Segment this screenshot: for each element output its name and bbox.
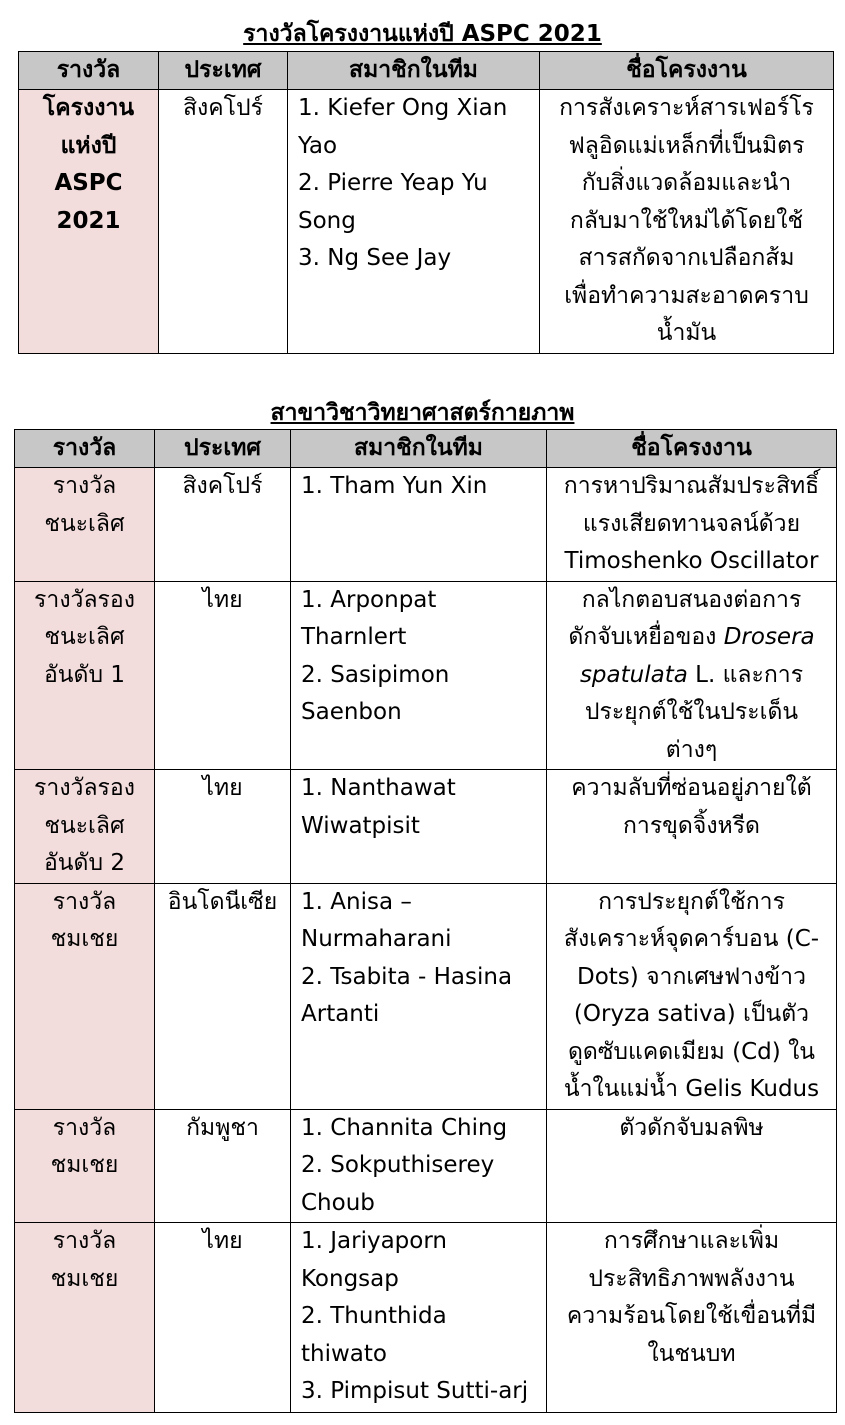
- project-line: ความลับที่ซ่อนอยู่ภายใต้: [571, 775, 812, 801]
- project-line: ประยุกต์ใช้ในประเด็น: [584, 699, 799, 725]
- project-line: การสังเคราะห์สารเฟอร์โร: [559, 95, 814, 121]
- country-cell: [155, 468, 291, 582]
- species-name: Drosera: [723, 624, 815, 650]
- project-line: (Oryza sativa) เป็นตัว: [573, 1001, 810, 1027]
- project-line: ความร้อนโดยใช้เขื่อนที่มี: [566, 1303, 817, 1329]
- header-members: สมาชิกในทีม: [288, 52, 540, 90]
- award-cell: [15, 883, 155, 1109]
- table-row: [15, 770, 837, 884]
- award-line: ชมเชย: [50, 1152, 119, 1178]
- award-line: รางวัล: [52, 1228, 117, 1254]
- member-line: Nurmaharani: [301, 926, 452, 952]
- project-text: ดักจับเหยื่อของ: [568, 624, 724, 650]
- award-line: ชนะเลิศ: [44, 624, 125, 650]
- member-line: 1. Anisa –: [301, 888, 412, 915]
- award-cell: [15, 1109, 155, 1223]
- member-line: thiwato: [301, 1340, 387, 1367]
- country-cell: [155, 770, 291, 884]
- member-line: 1. Arponpat: [301, 586, 437, 613]
- member-line: Yao: [298, 132, 338, 159]
- project-line: ประสิทธิภาพพลังงาน: [588, 1265, 795, 1292]
- section2-table: [14, 429, 837, 1413]
- award-line: รางวัล: [52, 473, 117, 499]
- members-cell: [291, 770, 547, 884]
- project-line: กลับมาใช้ใหม่ได้โดยใช้: [569, 207, 804, 234]
- award-line: ชมเชย: [50, 926, 119, 952]
- member-line: 3. Ng See Jay: [298, 245, 452, 271]
- award-line: ชนะเลิศ: [44, 510, 125, 537]
- award-cell: [15, 1223, 155, 1413]
- award-cell: [15, 581, 155, 770]
- project-line: Timoshenko Oscillator: [564, 548, 819, 574]
- award-line: รางวัลรอง: [34, 586, 135, 613]
- member-line: Tharnlert: [301, 624, 407, 650]
- species-name: spatulata: [579, 661, 688, 688]
- members-cell: [291, 1223, 547, 1413]
- country-text: ไทย: [202, 775, 243, 801]
- award-cell: [19, 90, 159, 354]
- table-row: [15, 883, 837, 1109]
- member-line: 1. Tham Yun Xin: [301, 473, 488, 499]
- project-line: สังเคราะห์จุดคาร์บอน (C-: [563, 926, 820, 952]
- member-line: 2. Thunthida: [301, 1303, 447, 1329]
- member-line: 2. Sokputhiserey: [301, 1152, 495, 1178]
- table-row: [19, 90, 834, 354]
- award-line: โครงงาน: [42, 95, 135, 121]
- award-line: รางวัลรอง: [34, 775, 135, 801]
- project-line: การศึกษาและเพิ่ม: [603, 1228, 780, 1254]
- member-line: Wiwatpisit: [301, 812, 420, 839]
- member-line: 1. Jariyaporn: [301, 1228, 447, 1254]
- country-cell: [155, 883, 291, 1109]
- project-line: เพื่อทำความสะอาดคราบ: [564, 282, 809, 309]
- section2-header-row: [15, 430, 837, 468]
- award-line: รางวัล: [52, 1114, 117, 1141]
- table-row: [15, 1223, 837, 1413]
- header-project: ชื่อโครงงาน: [540, 52, 834, 90]
- country-text: ไทย: [202, 1228, 243, 1254]
- member-line: 1. Nanthawat: [301, 775, 456, 801]
- country-cell: [159, 90, 288, 354]
- project-line: ฟลูอิดแม่เหล็กที่เป็นมิตร: [568, 132, 805, 159]
- header-members: สมาชิกในทีม: [291, 430, 547, 468]
- member-line: Artanti: [301, 1001, 380, 1027]
- project-line: แรงเสียดทานจลน์ด้วย: [582, 510, 801, 537]
- project-cell: [547, 581, 837, 770]
- award-cell: [15, 468, 155, 582]
- member-line: 1. Channita Ching: [301, 1114, 508, 1141]
- member-line: Kongsap: [301, 1265, 399, 1292]
- member-line: Choub: [301, 1189, 375, 1216]
- project-line: กลไกตอบสนองต่อการ: [581, 586, 802, 613]
- award-line: ชนะเลิศ: [44, 812, 125, 839]
- header-country: ประเทศ: [159, 52, 288, 90]
- project-line: ต่างๆ: [665, 736, 718, 763]
- project-line: Dots) จากเศษฟางข้าว: [577, 963, 806, 990]
- country-cell: [155, 1109, 291, 1223]
- project-line: การขุดจิ้งหรีด: [622, 812, 760, 839]
- project-cell: [540, 90, 834, 354]
- project-line: น้ำมัน: [656, 320, 717, 346]
- table-row: [15, 1109, 837, 1223]
- country-cell: [155, 581, 291, 770]
- header-country: ประเทศ: [155, 430, 291, 468]
- members-cell: [291, 883, 547, 1109]
- country-text: กัมพูชา: [186, 1114, 259, 1141]
- project-text: L. และการ: [687, 661, 804, 688]
- table-row: [15, 468, 837, 582]
- section1-table: [18, 51, 834, 354]
- country-text: สิงคโปร์: [183, 95, 263, 121]
- project-cell: [547, 468, 837, 582]
- header-project: ชื่อโครงงาน: [547, 430, 837, 468]
- award-line: อันดับ 1: [43, 661, 126, 688]
- member-line: Song: [298, 207, 356, 234]
- member-line: 1. Kiefer Ong Xian: [298, 95, 508, 121]
- section1-header-row: [19, 52, 834, 90]
- members-cell: [288, 90, 540, 354]
- award-line: อันดับ 2: [43, 850, 126, 876]
- project-cell: [547, 1223, 837, 1413]
- member-line: 2. Sasipimon: [301, 661, 450, 688]
- award-line: ชมเชย: [50, 1265, 119, 1292]
- project-line: [547, 657, 836, 695]
- project-cell: [547, 1109, 837, 1223]
- project-line: ดูดซับแคดเมียม (Cd) ใน: [567, 1038, 816, 1065]
- member-line: 3. Pimpisut Sutti-arj: [301, 1378, 529, 1404]
- award-line: ASPC: [54, 170, 123, 196]
- award-cell: [15, 770, 155, 884]
- award-line: แห่งปี: [60, 132, 117, 159]
- member-line: Saenbon: [301, 699, 402, 725]
- country-text: ไทย: [202, 586, 243, 613]
- section1-title: รางวัลโครงงานแห่งปี ASPC 2021: [243, 21, 602, 47]
- members-cell: [291, 581, 547, 770]
- members-cell: [291, 1109, 547, 1223]
- header-award: รางวัล: [19, 52, 159, 90]
- project-cell: [547, 770, 837, 884]
- header-award: รางวัล: [15, 430, 155, 468]
- country-text: อินโดนีเซีย: [167, 888, 278, 915]
- project-line: กับสิ่งแวดล้อมและนำ: [581, 170, 792, 196]
- project-line: สารสกัดจากเปลือกส้ม: [578, 245, 795, 271]
- project-line: [547, 619, 836, 657]
- project-cell: [547, 883, 837, 1109]
- project-line: น้ำในแม่น้ำ Gelis Kudus: [563, 1076, 820, 1102]
- member-line: 2. Tsabita - Hasina: [301, 963, 513, 990]
- section2-title: สาขาวิชาวิทยาศาสตร์กายภาพ: [270, 400, 575, 426]
- project-line: การประยุกต์ใช้การ: [598, 888, 785, 915]
- country-cell: [155, 1223, 291, 1413]
- award-line: 2021: [56, 207, 121, 234]
- country-text: สิงคโปร์: [182, 473, 263, 499]
- table-row: [15, 581, 837, 770]
- project-line: ตัวดักจับมลพิษ: [619, 1114, 764, 1141]
- members-cell: [291, 468, 547, 582]
- member-line: 2. Pierre Yeap Yu: [298, 170, 488, 196]
- award-line: รางวัล: [52, 888, 117, 915]
- project-line: การหาปริมาณสัมประสิทธิ์: [563, 473, 820, 499]
- project-line: ในชนบท: [647, 1340, 736, 1367]
